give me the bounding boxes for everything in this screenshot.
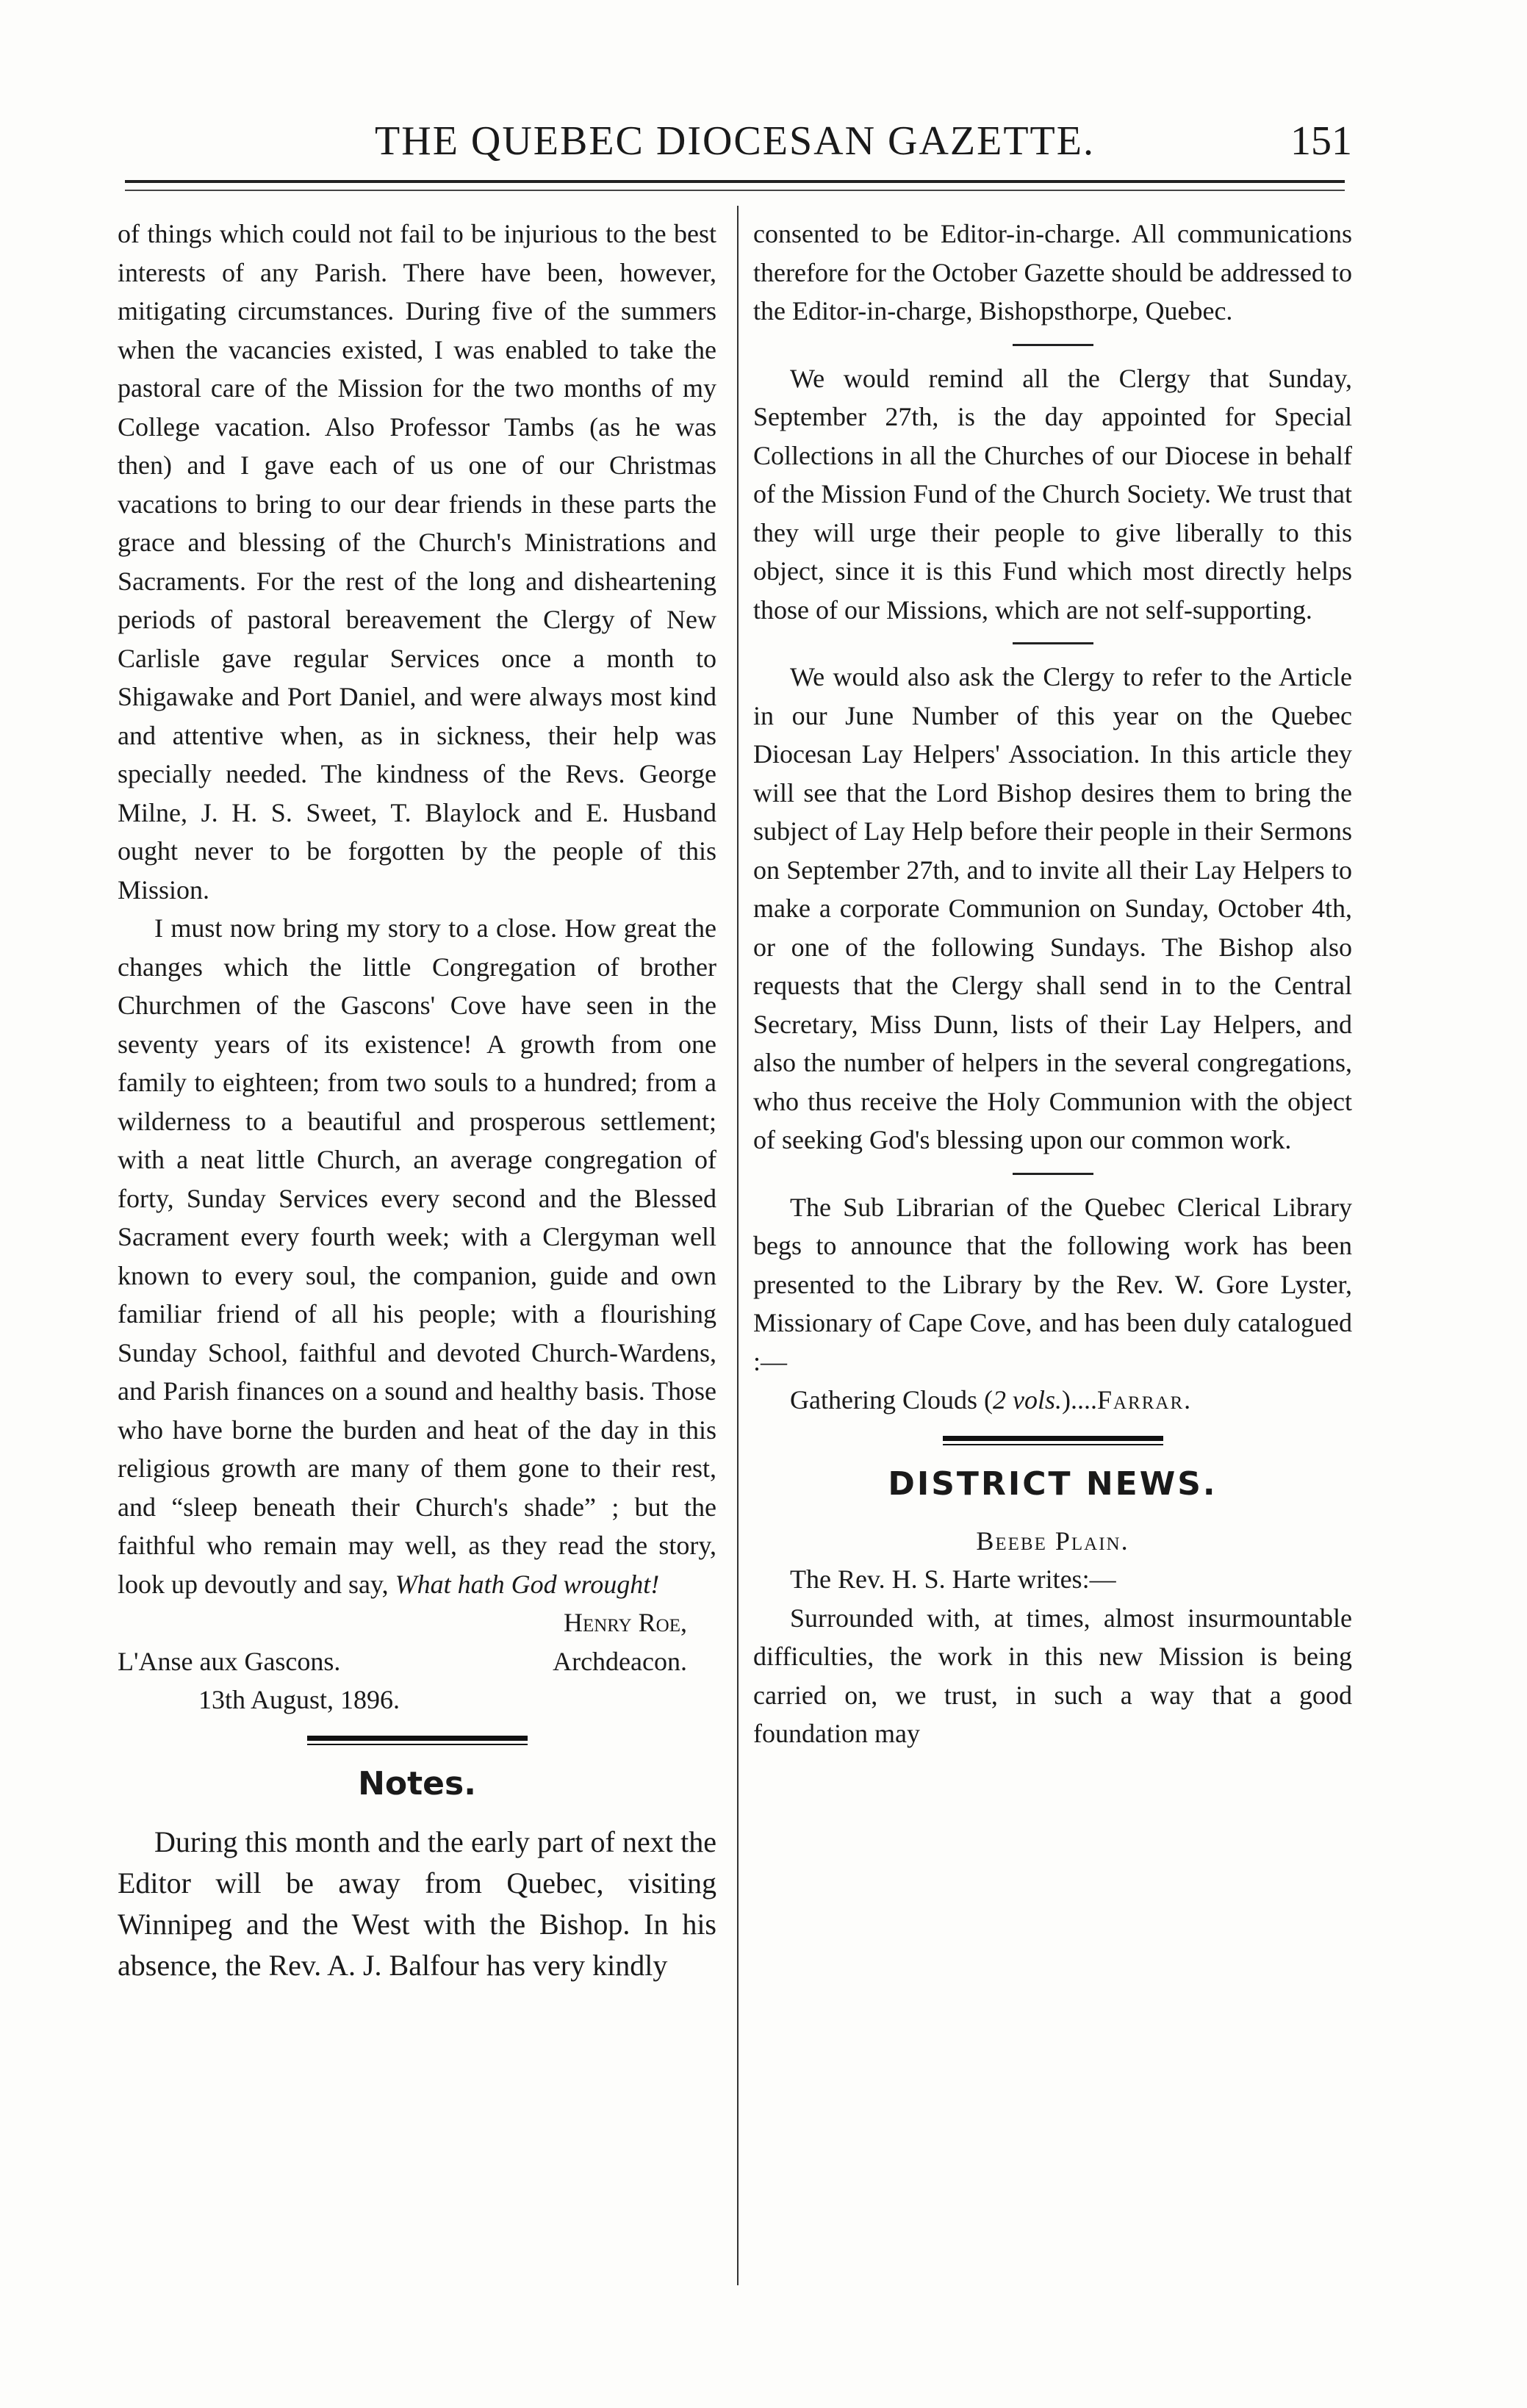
header-rule (125, 180, 1345, 183)
short-rule (1013, 642, 1093, 644)
archdeacon-letter-paragraph-2 (118, 909, 716, 1603)
page-header (118, 110, 1352, 176)
page-number: 151 (1290, 118, 1352, 164)
signature-date: 13th August, 1896. (198, 1685, 400, 1714)
district-paragraph: Surrounded with, at times, almost insurmountable difficulties, the work in this new Mission is being carried on, we trust, in such a way that a good foundation may (753, 1603, 1352, 1748)
notes-heading: Notes. (358, 1764, 476, 1803)
gazette-title: THE QUEBEC DIOCESAN GAZETTE. (375, 118, 1095, 164)
short-rule (1013, 1173, 1093, 1175)
district-intro: The Rev. H. S. Harte writes:— (790, 1564, 1116, 1594)
district-news-heading: DISTRICT NEWS. (888, 1464, 1218, 1503)
signature-place: L'Anse aux Gascons. (118, 1646, 341, 1676)
right-column (753, 215, 1352, 1753)
special-collections-paragraph: We would remind all the Clergy that Sunday, September 27th, is the day appointed for Special Collections in all the Churches of our Diocese in behalf of the Mission Fund of the Church Society. We trust that they will urge their people to give liberally to this object, since it is this Fund which most directly helps those of our Missions, which are not self-supporting. (753, 363, 1352, 625)
editor-notice-paragraph: consented to be Editor-in-charge. All communications therefore for the October Gazette should be addressed to the Editor-in-charge, Bishopsthorpe, Quebec. (753, 219, 1352, 326)
signature-place-row (118, 1642, 716, 1681)
paragraph-2-text: I must now bring my story to a close. How great the changes which the little Congregation of brother Churchmen of the Gascons' Cove have seen in the seventy years of its existence! A growth from one family to eighteen; from two souls to a hundred; from a wilderness to a beautiful and prosperous settlement; with a neat little Church, an average congregation of forty, Sunday Services every second and the Blessed Sacrament every fourth week; with a Clergyman well known to every soul, the companion, guide and own familiar friend of all his people; with a flourishing Sunday School, faithful and devoted Church-Wardens, and Parish finances on a sound and healthy basis. Those who have borne the burden and heat of the day in this religious growth are many of them gone to their rest, and “sleep beneath their Church's shade” ; but the faithful who remain may well, as they read the story, look up devoutly and say, (118, 913, 716, 1599)
header-rule-thin (125, 190, 1345, 191)
short-rule (1013, 344, 1093, 346)
column-divider (737, 206, 739, 2285)
lay-helpers-paragraph: We would also ask the Clergy to refer to the Article in our June Number of this year on the Quebec Diocesan Lay Helpers' Association. In this article they will see that the Lord Bishop desires them to bring the subject of Lay Help before their people in their Sermons on September 27th, and to invite all their Lay Helpers to make a corporate Communion on Sunday, October 4th, or one of the following Sundays. The Bishop also requests that the Clergy shall send in to the Central Secretary, Miss Dunn, lists of their Lay Helpers, and also the number of helpers in the several congregations, who thus receive the Holy Communion with the object of seeking God's blessing upon our common work. (753, 662, 1352, 1154)
left-column (118, 215, 716, 1986)
catalogue-title: Gathering Clouds ( (790, 1385, 993, 1415)
catalogue-volumes: 2 vols. (992, 1385, 1062, 1415)
catalogue-author: Farrar. (1096, 1385, 1193, 1415)
section-divider-double-rule (943, 1436, 1163, 1445)
signature-name-row (118, 1603, 716, 1642)
catalogue-entry (753, 1381, 1352, 1420)
signature-title: Archdeacon. (553, 1646, 687, 1676)
catalogue-close: ).... (1061, 1385, 1097, 1415)
paragraph-2-italic-close: What hath God wrought! (395, 1569, 660, 1599)
section-divider-double-rule (307, 1736, 528, 1745)
district-subheading-beebe-plain: Beebe Plain. (976, 1525, 1129, 1556)
archdeacon-letter-paragraph-1: of things which could not fail to be injurious to the best interests of any Parish. There have been, however, mitigating circumstances. During five of the summers when the vacancies existed, I was enabled to take the pastoral care of the Mission for the two months of my College vacation. Also Professor Tambs (as he was then) and I gave each of us one of our Christmas vacations to bring to our dear friends in these parts the grace and blessing of the Church's Ministrations and Sacraments. For the rest of the long and disheartening periods of pastoral bereavement the Clergy of New Carlisle gave regular Services once a month to Shigawake and Port Daniel, and were always most kind and attentive when, as in sickness, their help was specially needed. The kindness of the Revs. George Milne, J. H. S. Sweet, T. Blaylock and E. Husband ought never to be forgotten by the people of this Mission. (118, 219, 716, 905)
library-notice-paragraph: The Sub Librarian of the Quebec Clerical Library begs to announce that the following work has been presented to the Library by the Rev. W. Gore Lyster, Missionary of Cape Cove, and has been duly catalogued :— (753, 1192, 1352, 1376)
notes-paragraph: During this month and the early part of next the Editor will be away from Quebec, visiting Winnipeg and the West with the Bishop. In his absence, the Rev. A. J. Balfour has very kindly (118, 1825, 716, 1982)
signature-name: Henry Roe, (563, 1608, 687, 1637)
